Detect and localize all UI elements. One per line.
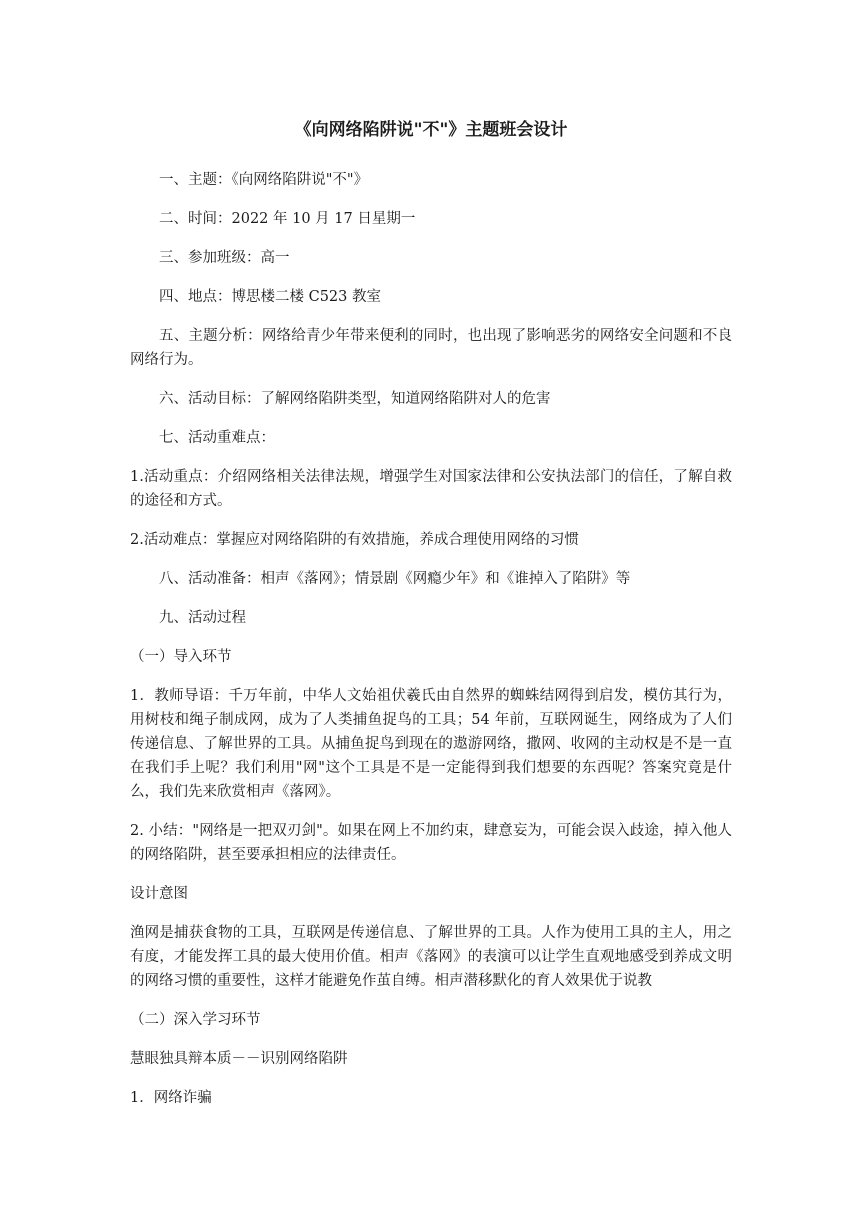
paragraph: 慧眼独具辩本质－－识别网络陷阱 [130,1051,348,1067]
paragraph: 一、主题：《向网络陷阱说"不"》 [159,172,369,188]
document-body [130,168,732,1110]
paragraph: 三、参加班级：高一 [159,250,290,266]
paragraph: 六、活动目标：了解网络陷阱类型，知道网络陷阱对人的危害 [159,391,551,407]
paragraph: 1．教师导语：千万年前，中华人文始祖伏羲氏由自然界的蜘蛛结网得到启发，模仿其行为，用树枝和绳子制成网，成为了人类捕鱼捉鸟的工具；54 年前，互联网诞生，网络成为了人们传递信息、了解世界的工具。从捕鱼捉鸟到现在的遨游网络，撒网、收网的主动权是不是一直在我们手上呢？我们利用"网"这个工具是不是一定能得到我们想要的东西呢？答案究竟是什么，我们先来欣赏相声《落网》。 [130,688,732,800]
paragraph: 四、地点：博思楼二楼 C523 教室 [159,289,381,305]
paragraph: 设计意图 [130,886,188,902]
paragraph: 2.活动难点：掌握应对网络陷阱的有效措施，养成合理使用网络的习惯 [130,532,579,548]
paragraph: 七、活动重难点： [159,430,275,446]
paragraph: 五、主题分析：网络给青少年带来便利的同时，也出现了影响恶劣的网络安全问题和不良网络行为。 [130,328,732,368]
paragraph: 1.活动重点：介绍网络相关法律法规，增强学生对国家法律和公安执法部门的信任，了解自救的途径和方式。 [130,469,732,509]
paragraph: （二）深入学习环节 [130,1012,261,1028]
paragraph: 渔网是捕获食物的工具，互联网是传递信息、了解世界的工具。人作为使用工具的主人，用之有度，才能发挥工具的最大使用价值。相声《落网》的表演可以让学生直观地感受到养成文明的网络习惯的重要性，这样才能避免作茧自缚。相声潜移默化的育人效果优于说教 [130,925,732,989]
document-title: 《向网络陷阱说"不"》主题班会设计 [294,120,568,140]
paragraph: 二、时间：2022 年 10 月 17 日星期一 [159,211,416,227]
paragraph: 八、活动准备：相声《落网》；情景剧《网瘾少年》和《谁掉入了陷阱》等 [159,571,631,587]
paragraph: 2. 小结："网络是一把双刃剑"。如果在网上不加约束，肆意妄为，可能会误入歧途，掉入他人的网络陷阱，甚至要承担相应的法律责任。 [130,823,732,863]
paragraph: 1．网络诈骗 [130,1090,212,1106]
paragraph: （一）导入环节 [130,649,232,665]
paragraph: 九、活动过程 [159,610,246,626]
